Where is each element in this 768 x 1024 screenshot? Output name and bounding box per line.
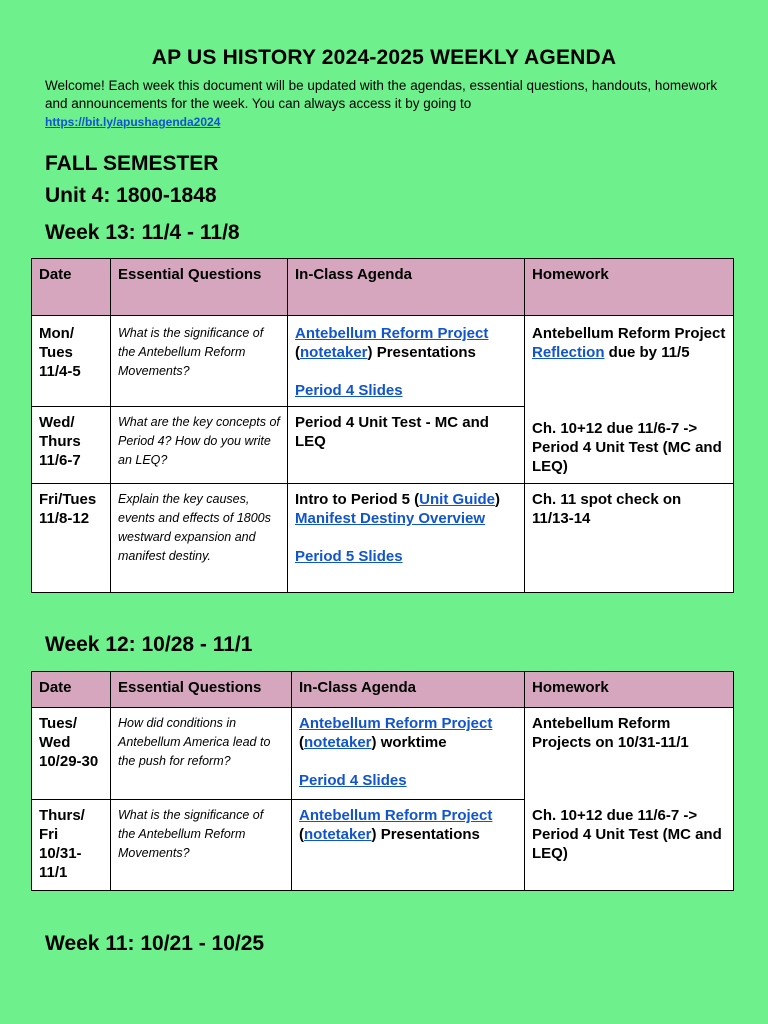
header-homework: Homework bbox=[525, 259, 734, 316]
header-homework: Homework bbox=[525, 672, 734, 708]
homework-text: due by 11/5 bbox=[604, 344, 690, 361]
header-date: Date bbox=[32, 259, 111, 316]
homework-cell: Antebellum Reform Projects on 10/31-11/1 bbox=[525, 708, 734, 800]
agenda-text: ) Presentations bbox=[371, 826, 480, 843]
date-cell: Wed/ Thurs 11/6-7 bbox=[32, 407, 111, 484]
date-cell: Tues/ Wed 10/29-30 bbox=[32, 708, 111, 800]
essential-question-cell: Explain the key causes, events and effects of 1800s westward expansion and manifest destiny. bbox=[111, 484, 288, 593]
manifest-destiny-overview-link[interactable]: Manifest Destiny Overview bbox=[295, 510, 486, 527]
agenda-cell bbox=[292, 708, 525, 800]
antebellum-reform-project-link[interactable]: Antebellum Reform Project bbox=[295, 325, 489, 342]
period-4-slides-link[interactable]: Period 4 Slides bbox=[295, 382, 403, 399]
agenda-cell: Period 4 Unit Test - MC and LEQ bbox=[288, 407, 525, 484]
page-title: AP US HISTORY 2024-2025 WEEKLY AGENDA bbox=[151, 46, 617, 69]
agenda-link[interactable]: https://bit.ly/apushagenda2024 bbox=[45, 115, 221, 129]
essential-question-cell: What are the key concepts of Period 4? How do you write an LEQ? bbox=[111, 407, 288, 484]
notetaker-link[interactable]: notetaker bbox=[304, 734, 372, 751]
table-row bbox=[32, 708, 734, 800]
essential-question-cell: What is the significance of the Antebellum Reform Movements? bbox=[111, 800, 292, 891]
semester-heading: FALL SEMESTER bbox=[45, 152, 219, 175]
table-row bbox=[32, 316, 734, 407]
header-essential-questions: Essential Questions bbox=[111, 672, 292, 708]
agenda-text: ) worktime bbox=[371, 734, 447, 751]
table-row bbox=[32, 484, 734, 593]
table-row bbox=[32, 407, 734, 484]
agenda-cell bbox=[288, 316, 525, 407]
table-header-row bbox=[32, 672, 734, 708]
date-cell: Mon/ Tues 11/4-5 bbox=[32, 316, 111, 407]
header-essential-questions: Essential Questions bbox=[111, 259, 288, 316]
header-in-class-agenda: In-Class Agenda bbox=[288, 259, 525, 316]
agenda-text: ( bbox=[299, 826, 304, 843]
agenda-cell bbox=[292, 800, 525, 891]
homework-cell: Ch. 10+12 due 11/6-7 -> Period 4 Unit Test (MC and LEQ) bbox=[525, 407, 734, 484]
notetaker-link[interactable]: notetaker bbox=[304, 826, 372, 843]
table-header-row bbox=[32, 259, 734, 316]
reflection-link[interactable]: Reflection bbox=[532, 344, 605, 361]
homework-cell: Ch. 10+12 due 11/6-7 -> Period 4 Unit Test (MC and LEQ) bbox=[525, 800, 734, 891]
homework-text: Antebellum Reform Project bbox=[532, 325, 726, 342]
antebellum-reform-project-link[interactable]: Antebellum Reform Project bbox=[299, 715, 493, 732]
header-date: Date bbox=[32, 672, 111, 708]
agenda-text: ( bbox=[295, 344, 300, 361]
unit-guide-link[interactable]: Unit Guide bbox=[419, 491, 495, 508]
week12-table bbox=[31, 671, 734, 891]
notetaker-link[interactable]: notetaker bbox=[300, 344, 368, 361]
period-4-slides-link[interactable]: Period 4 Slides bbox=[299, 772, 407, 789]
week13-table bbox=[31, 258, 734, 593]
header-in-class-agenda: In-Class Agenda bbox=[292, 672, 525, 708]
essential-question-cell: How did conditions in Antebellum America lead to the push for reform? bbox=[111, 708, 292, 800]
antebellum-reform-project-link[interactable]: Antebellum Reform Project bbox=[299, 807, 493, 824]
agenda-text: ) bbox=[495, 491, 500, 508]
homework-cell bbox=[525, 316, 734, 407]
period-5-slides-link[interactable]: Period 5 Slides bbox=[295, 548, 403, 565]
agenda-text: ) Presentations bbox=[367, 344, 476, 361]
agenda-text: ( bbox=[299, 734, 304, 751]
agenda-text: Intro to Period 5 ( bbox=[295, 491, 420, 508]
date-cell: Thurs/ Fri 10/31- 11/1 bbox=[32, 800, 111, 891]
intro-text: Welcome! Each week this document will be updated with the agendas, essential questions, handouts, homework and announcements for the week. You can always access it by going to bbox=[45, 78, 718, 111]
unit-heading: Unit 4: 1800-1848 bbox=[45, 184, 217, 207]
week13-heading: Week 13: 11/4 - 11/8 bbox=[45, 221, 240, 244]
homework-cell: Ch. 11 spot check on 11/13-14 bbox=[525, 484, 734, 593]
intro-paragraph bbox=[45, 77, 725, 131]
agenda-cell bbox=[288, 484, 525, 593]
essential-question-cell: What is the significance of the Antebellum Reform Movements? bbox=[111, 316, 288, 407]
table-row bbox=[32, 800, 734, 891]
date-cell: Fri/Tues 11/8-12 bbox=[32, 484, 111, 593]
week12-heading: Week 12: 10/28 - 11/1 bbox=[45, 633, 253, 656]
week11-heading: Week 11: 10/21 - 10/25 bbox=[45, 932, 265, 955]
